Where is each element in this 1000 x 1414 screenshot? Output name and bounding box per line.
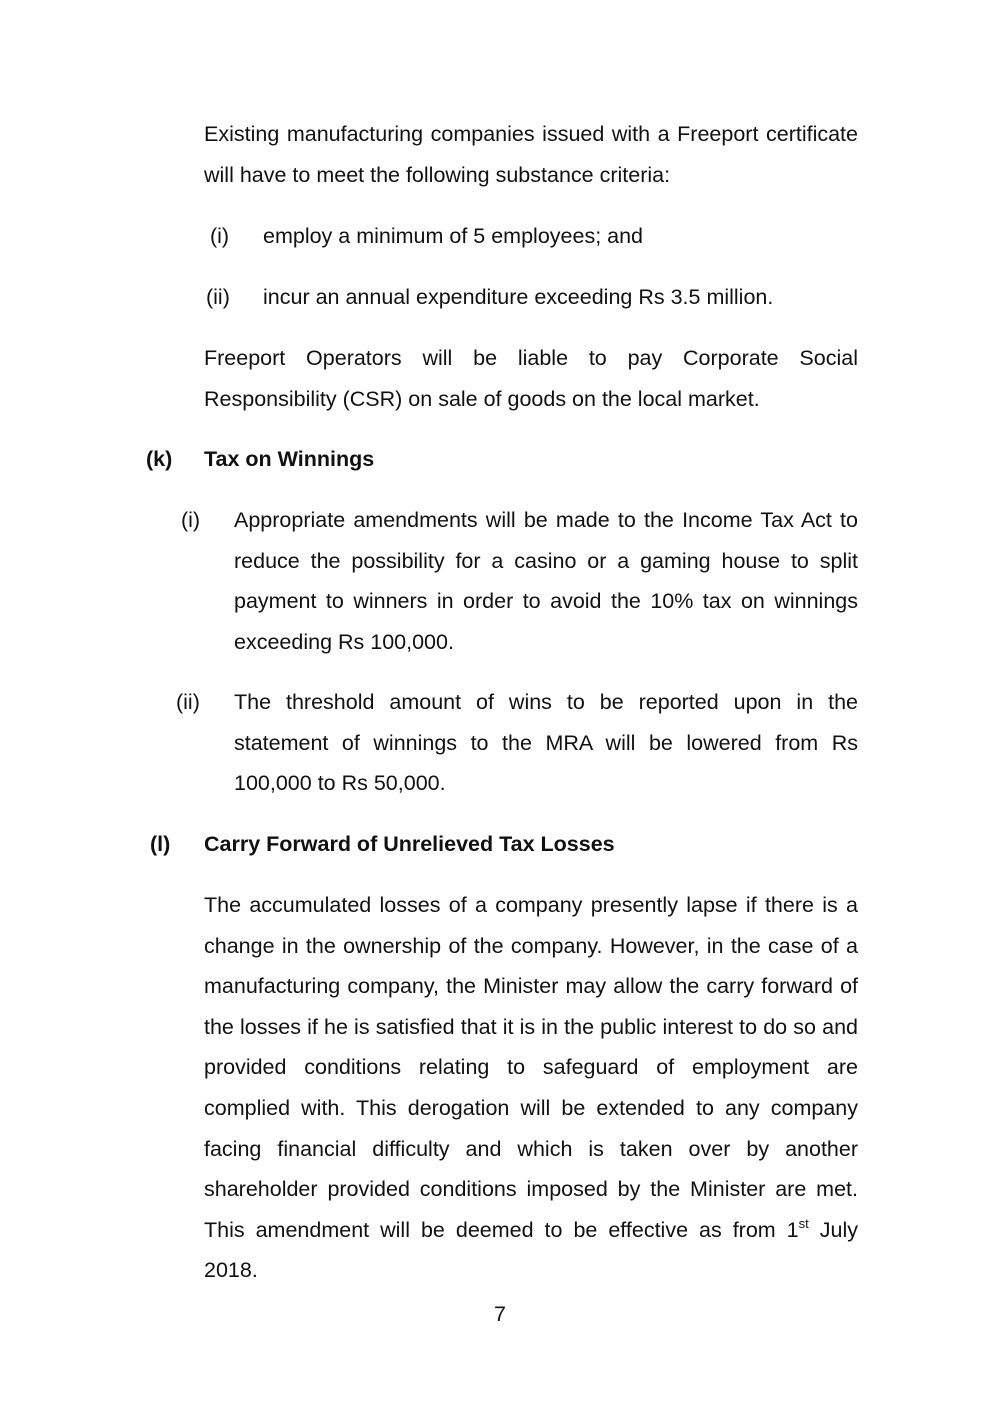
list-item-text: Appropriate amendments will be made to the Income Tax Act to reduce the possibility for a casino or a gaming house to split payment to winners in order to avoid the 10% tax on winnings exceeding Rs 100,000.: [234, 508, 858, 654]
list-item-marker: (ii): [176, 690, 200, 714]
body-text: The accumulated losses of a company presently lapse if there is a change in the ownership of the company. However, in the case of a manufacturing company, the Minister may allow the carry forward of the losses if he is satisfied that it is in the public interest to do so and provided conditions relating to safeguard of employment are complied with. This derogation will be extended to any company facing financial difficulty and which is taken over by another shareholder provided conditions imposed by the Minister are met. This amendment will be deemed to be effective as from 1: [204, 893, 858, 1242]
list-item-marker: (i): [181, 508, 201, 532]
section-title: Carry Forward of Unrelieved Tax Losses: [204, 832, 615, 856]
page-number: 7: [494, 1302, 506, 1326]
ordinal-suffix: st: [798, 1215, 809, 1231]
section-body-paragraph: [204, 885, 858, 1291]
csr-paragraph: Freeport Operators will be liable to pay Corporate Social Responsibility (CSR) on sale of goods on the local market.: [204, 346, 858, 411]
section-label: (l): [150, 832, 171, 856]
intro-item-marker: (ii): [206, 285, 230, 309]
section-label: (k): [146, 447, 173, 471]
body-text-end: July 2018.: [204, 1217, 858, 1283]
list-item-text: The threshold amount of wins to be reported upon in the statement of winnings to the MRA will be lowered from Rs 100,000 to Rs 50,000.: [234, 690, 858, 796]
intro-item-text: employ a minimum of 5 employees; and: [263, 224, 644, 248]
section-title: Tax on Winnings: [204, 447, 375, 471]
intro-item-text: incur an annual expenditure exceeding Rs 3.5 million.: [263, 285, 774, 309]
intro-item-marker: (i): [210, 224, 230, 248]
intro-paragraph: Existing manufacturing companies issued with a Freeport certificate will have to meet the following substance criteria:: [204, 122, 858, 187]
